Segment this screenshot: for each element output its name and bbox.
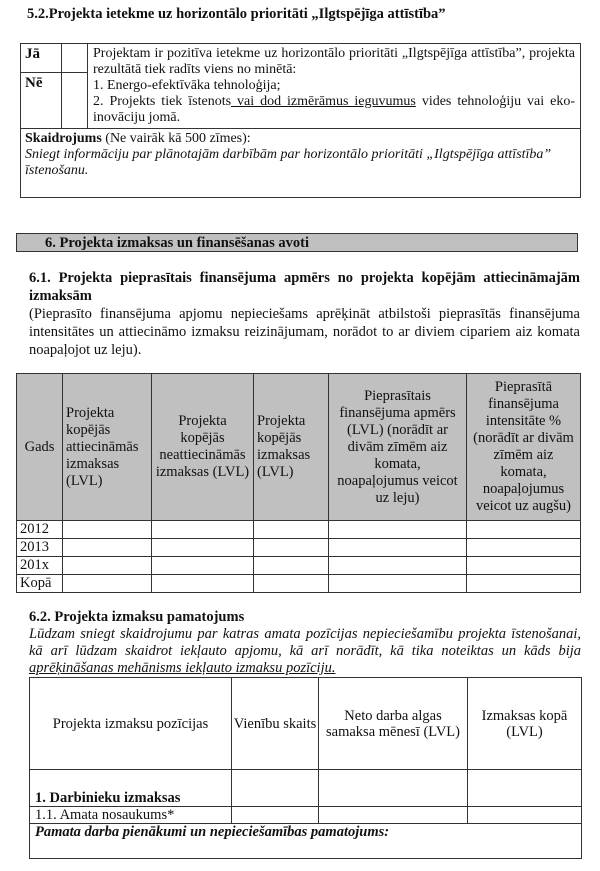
col-header-requested-amount: Pieprasītais finansējuma apmērs (LVL) (norādīt ar divām zīmēm aiz komata, noapaļojumus veicot uz leju) [329, 374, 467, 521]
explanation-limit: (Ne vairāk kā 500 zīmes): [101, 131, 251, 146]
col-header-total-costs: Izmaksas kopā (LVL) [468, 678, 582, 770]
input-cell[interactable] [319, 770, 468, 807]
funding-table [16, 373, 581, 593]
section-6-1 [29, 269, 580, 359]
position-name-cell[interactable]: 1.1. Amata nosaukums* [30, 807, 232, 824]
section-6-2-note: Lūdzam sniegt skaidrojumu par katras amata pozīcijas nepieciešamību projekta īstenošanai, kā arī lūdzam skaidrot iekļauto apjomu, kā arī norādīt, kā tika noteiktas un kāds bija [29, 626, 581, 659]
input-cell[interactable] [232, 807, 319, 824]
description-intro: Projektam ir pozitīva ietekme uz horizontālo prioritāti „Ilgtspējīga attīstība”, projekta rezultātā tiek radīts viens no minētā: [93, 46, 575, 77]
section-6-2-title: 6.2. Projekta izmaksu pamatojums [29, 609, 245, 625]
col-header-ineligible-costs: Projekta kopējās neattiecināmās izmaksas (LVL) [152, 374, 254, 521]
table-row [30, 807, 582, 824]
input-cell[interactable] [329, 575, 467, 593]
criterion-2-prefix: 2. Projekts tiek īstenots [93, 94, 232, 109]
explanation-field[interactable] [21, 129, 581, 198]
input-cell[interactable] [329, 521, 467, 539]
no-label: Nē [21, 73, 62, 129]
input-cell[interactable] [329, 557, 467, 575]
year-cell: 201x [17, 557, 63, 575]
input-cell[interactable] [152, 575, 254, 593]
input-cell[interactable] [63, 521, 152, 539]
input-cell[interactable] [152, 557, 254, 575]
input-cell[interactable] [232, 770, 319, 807]
section-6-2 [29, 609, 581, 677]
section-6-1-title: 6.1. Projekta pieprasītais finansējuma apmērs no projekta kopējām attiecināmajām izmaksām [29, 270, 580, 304]
input-cell[interactable] [63, 557, 152, 575]
table-row [30, 770, 582, 807]
input-cell[interactable] [468, 770, 582, 807]
no-checkbox[interactable] [62, 73, 88, 129]
criterion-2-underlined: vai dod izmērāmus ieguvumus [231, 94, 416, 109]
col-header-year: Gads [17, 374, 63, 521]
priority-description [88, 44, 581, 129]
criterion-1: 1. Energo-efektīvāka tehnoloģija; [93, 78, 281, 93]
input-cell[interactable] [467, 539, 581, 557]
year-cell: 2013 [17, 539, 63, 557]
input-cell[interactable] [63, 539, 152, 557]
input-cell[interactable] [329, 539, 467, 557]
cost-justification-table [29, 677, 582, 859]
table-row [17, 557, 581, 575]
yes-checkbox[interactable] [62, 44, 88, 73]
input-cell[interactable] [467, 557, 581, 575]
input-cell[interactable] [63, 575, 152, 593]
input-cell[interactable] [467, 575, 581, 593]
input-cell[interactable] [468, 807, 582, 824]
table-row [17, 521, 581, 539]
input-cell[interactable] [319, 807, 468, 824]
table-row-total [17, 575, 581, 593]
group-label: 1. Darbinieku izmaksas [30, 770, 232, 807]
yes-label: Jā [21, 44, 62, 73]
col-header-net-salary: Neto darba algas samaksa mēnesī (LVL) [319, 678, 468, 770]
col-header-eligible-costs: Projekta kopējās attiecināmās izmaksas (LVL) [63, 374, 152, 521]
section-6-header: 6. Projekta izmaksas un finansēšanas avoti [16, 233, 578, 252]
col-header-intensity: Pieprasītā finansējuma intensitāte % (norādīt ar divām zīmēm aiz komata, noapaļojumus veicot uz augšu) [467, 374, 581, 521]
col-header-cost-positions: Projekta izmaksu pozīcijas [30, 678, 232, 770]
explanation-hint: Sniegt informāciju par plānotajām darbībām par horizontālo prioritāti „Ilgtspējīga attīstība” īstenošanu. [25, 147, 552, 178]
input-cell[interactable] [254, 575, 329, 593]
table-row [17, 539, 581, 557]
input-cell[interactable] [152, 539, 254, 557]
justification-field[interactable]: Pamata darba pienākumi un nepieciešamības pamatojums: [30, 824, 582, 859]
col-header-total-costs: Projekta kopējās izmaksas (LVL) [254, 374, 329, 521]
horizontal-priority-table [20, 43, 581, 198]
criterion-2-suffix: vides tehnoloģiju vai eko-inovāciju jomā. [93, 94, 575, 125]
input-cell[interactable] [254, 521, 329, 539]
input-cell[interactable] [254, 539, 329, 557]
col-header-units: Vienību skaits [232, 678, 319, 770]
input-cell[interactable] [467, 521, 581, 539]
year-cell: Kopā [17, 575, 63, 593]
input-cell[interactable] [152, 521, 254, 539]
year-cell: 2012 [17, 521, 63, 539]
section-5-2-title: 5.2.Projekta ietekme uz horizontālo prioritāti „Ilgtspējīga attīstība” [27, 6, 446, 22]
explanation-label: Skaidrojums [25, 131, 102, 146]
section-6-1-note: (Pieprasīto finansējuma apjomu nepieciešams aprēķināt atbilstoši pieprasītās finansējuma intensitātes un attiecināmo izmaksu reizinājumam, norādot to ar diviem cipariem aiz komata noapaļojot uz leju). [29, 306, 580, 358]
section-6-2-note-underlined: aprēķināšanas mehānisms iekļauto izmaksu pozīciju. [29, 660, 336, 676]
input-cell[interactable] [254, 557, 329, 575]
